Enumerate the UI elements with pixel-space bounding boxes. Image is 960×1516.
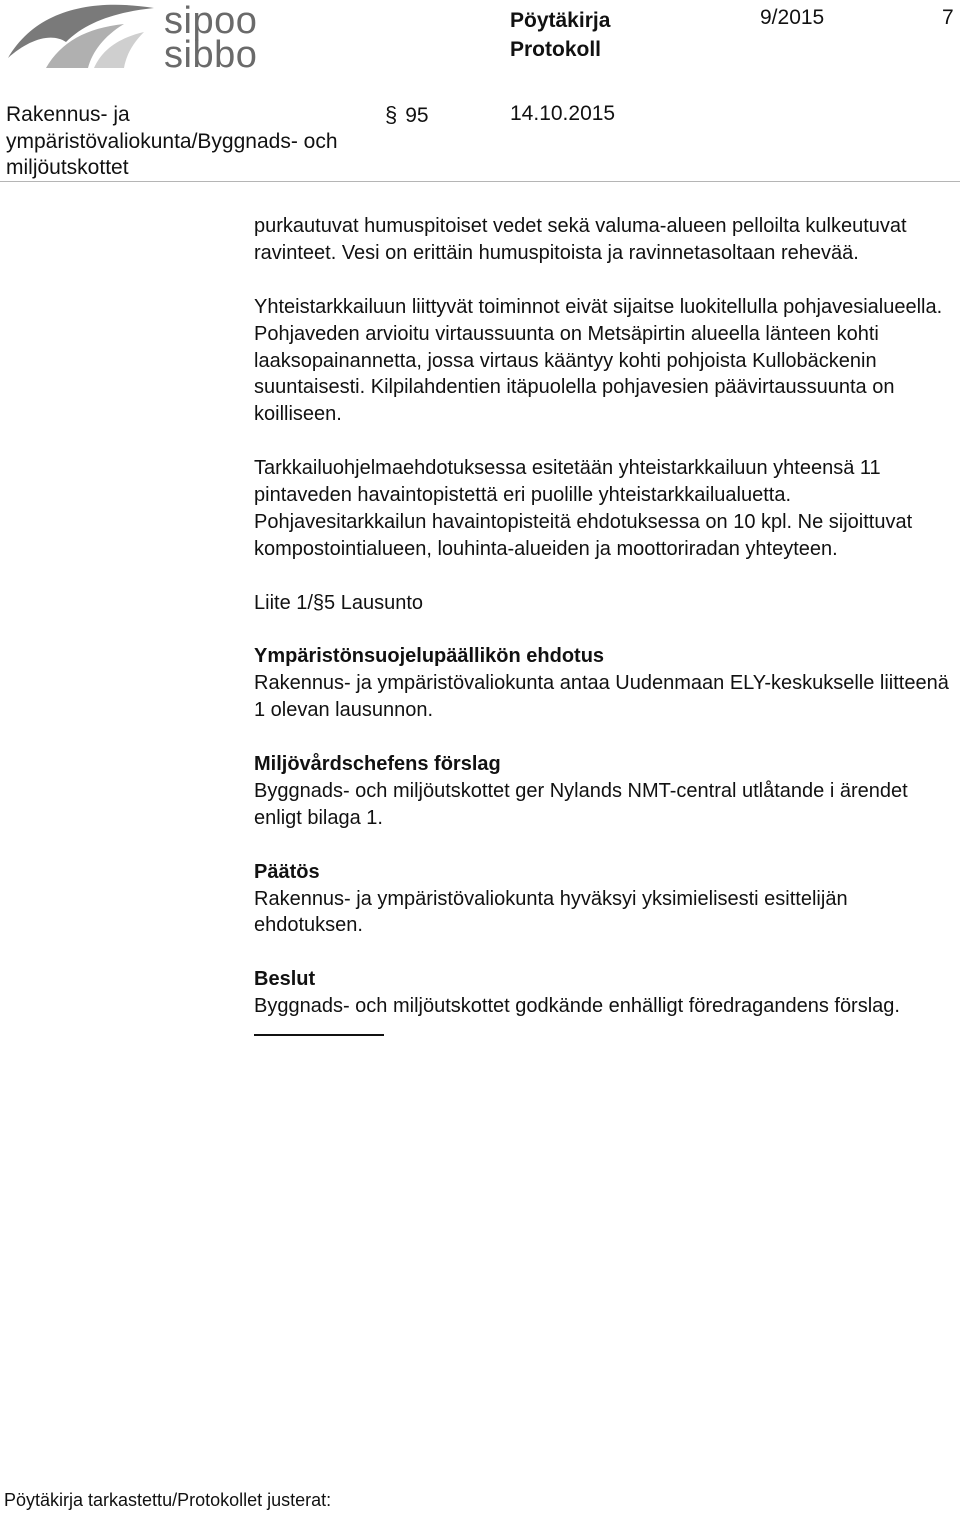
header-divider [0, 181, 960, 182]
proposal-fi-text: Rakennus- ja ympäristövaliokunta antaa Uudenmaan ELY-keskukselle liitteenä 1 olevan lausunnon. [254, 672, 949, 722]
meeting-date: 14.10.2015 [510, 102, 616, 125]
decision-fi-heading: Päätös [254, 860, 320, 883]
decision-sv-text: Byggnads- och miljöutskottet godkände enhälligt föredragandens förslag. [254, 995, 900, 1018]
section-number [385, 102, 429, 128]
footer-verification: Pöytäkirja tarkastettu/Protokollet justerat: [4, 1490, 332, 1510]
logo-text-sibbo: sibbo [164, 34, 258, 76]
proposal-sv-heading: Miljövårdschefens förslag [254, 753, 501, 776]
section-sign: § [385, 102, 398, 127]
decision-sv-heading: Beslut [254, 968, 316, 991]
sipoo-sibbo-logo [6, 0, 258, 76]
logo-text-sipoo: sipoo [164, 0, 258, 42]
document-body [254, 213, 954, 1036]
paragraph: Yhteistarkkailuun liittyvät toiminnot eivät sijaitse luokitellulla pohjavesialueella. Pohjaveden arvioitu virtaussuunta on Metsäpirtin alueella länteen kohti laaksopainannetta, jossa virtaus kääntyy kohti pohjoista Kullobäckenin suuntaisesti. Kilpilahdentien itäpuolella pohjavesien päävirtaussuunta on koilliseen. [254, 295, 943, 426]
proposal-sv-text: Byggnads- och miljöutskottet ger Nylands NMT-central utlåtande i ärendet enligt bilaga 1. [254, 779, 908, 829]
doc-type-fi: Pöytäkirja [510, 9, 611, 32]
committee-line: miljöutskottet [6, 156, 129, 179]
doc-type-sv: Protokoll [510, 38, 602, 61]
paragraph: Tarkkailuohjelmaehdotuksessa esitetään yhteistarkkailuun yhteensä 11 pintaveden havaintopistettä eri puolille yhteistarkkailualuetta. Pohjavesitarkkailun havaintopisteitä ehdotuksessa on 10 kpl. Ne sijoittuvat kompostointialueen, louhinta-alueiden ja moottoriradan yhteyteen. [254, 457, 913, 560]
end-line [254, 1034, 384, 1036]
meeting-number: 9/2015 [760, 6, 825, 29]
attachment-reference: Liite 1/§5 Lausunto [254, 591, 424, 614]
decision-fi-text: Rakennus- ja ympäristövaliokunta hyväksyi yksimielisesti esittelijän ehdotuksen. [254, 887, 848, 937]
page-number: 7 [942, 6, 954, 29]
section-number-value: 95 [405, 104, 429, 127]
committee-name [6, 102, 386, 182]
document-type [510, 6, 610, 64]
proposal-fi-heading: Ympäristönsuojelupäällikön ehdotus [254, 645, 605, 668]
committee-line: ympäristövaliokunta/Byggnads- och [6, 129, 338, 153]
committee-line: Rakennus- ja [6, 103, 130, 126]
logo-swoosh-icon [6, 2, 156, 72]
paragraph: purkautuvat humuspitoiset vedet sekä valuma-alueen pelloilta kulkeutuvat ravinteet. Vesi on erittäin humuspitoista ja ravinnetasoltaan rehevää. [254, 215, 907, 264]
